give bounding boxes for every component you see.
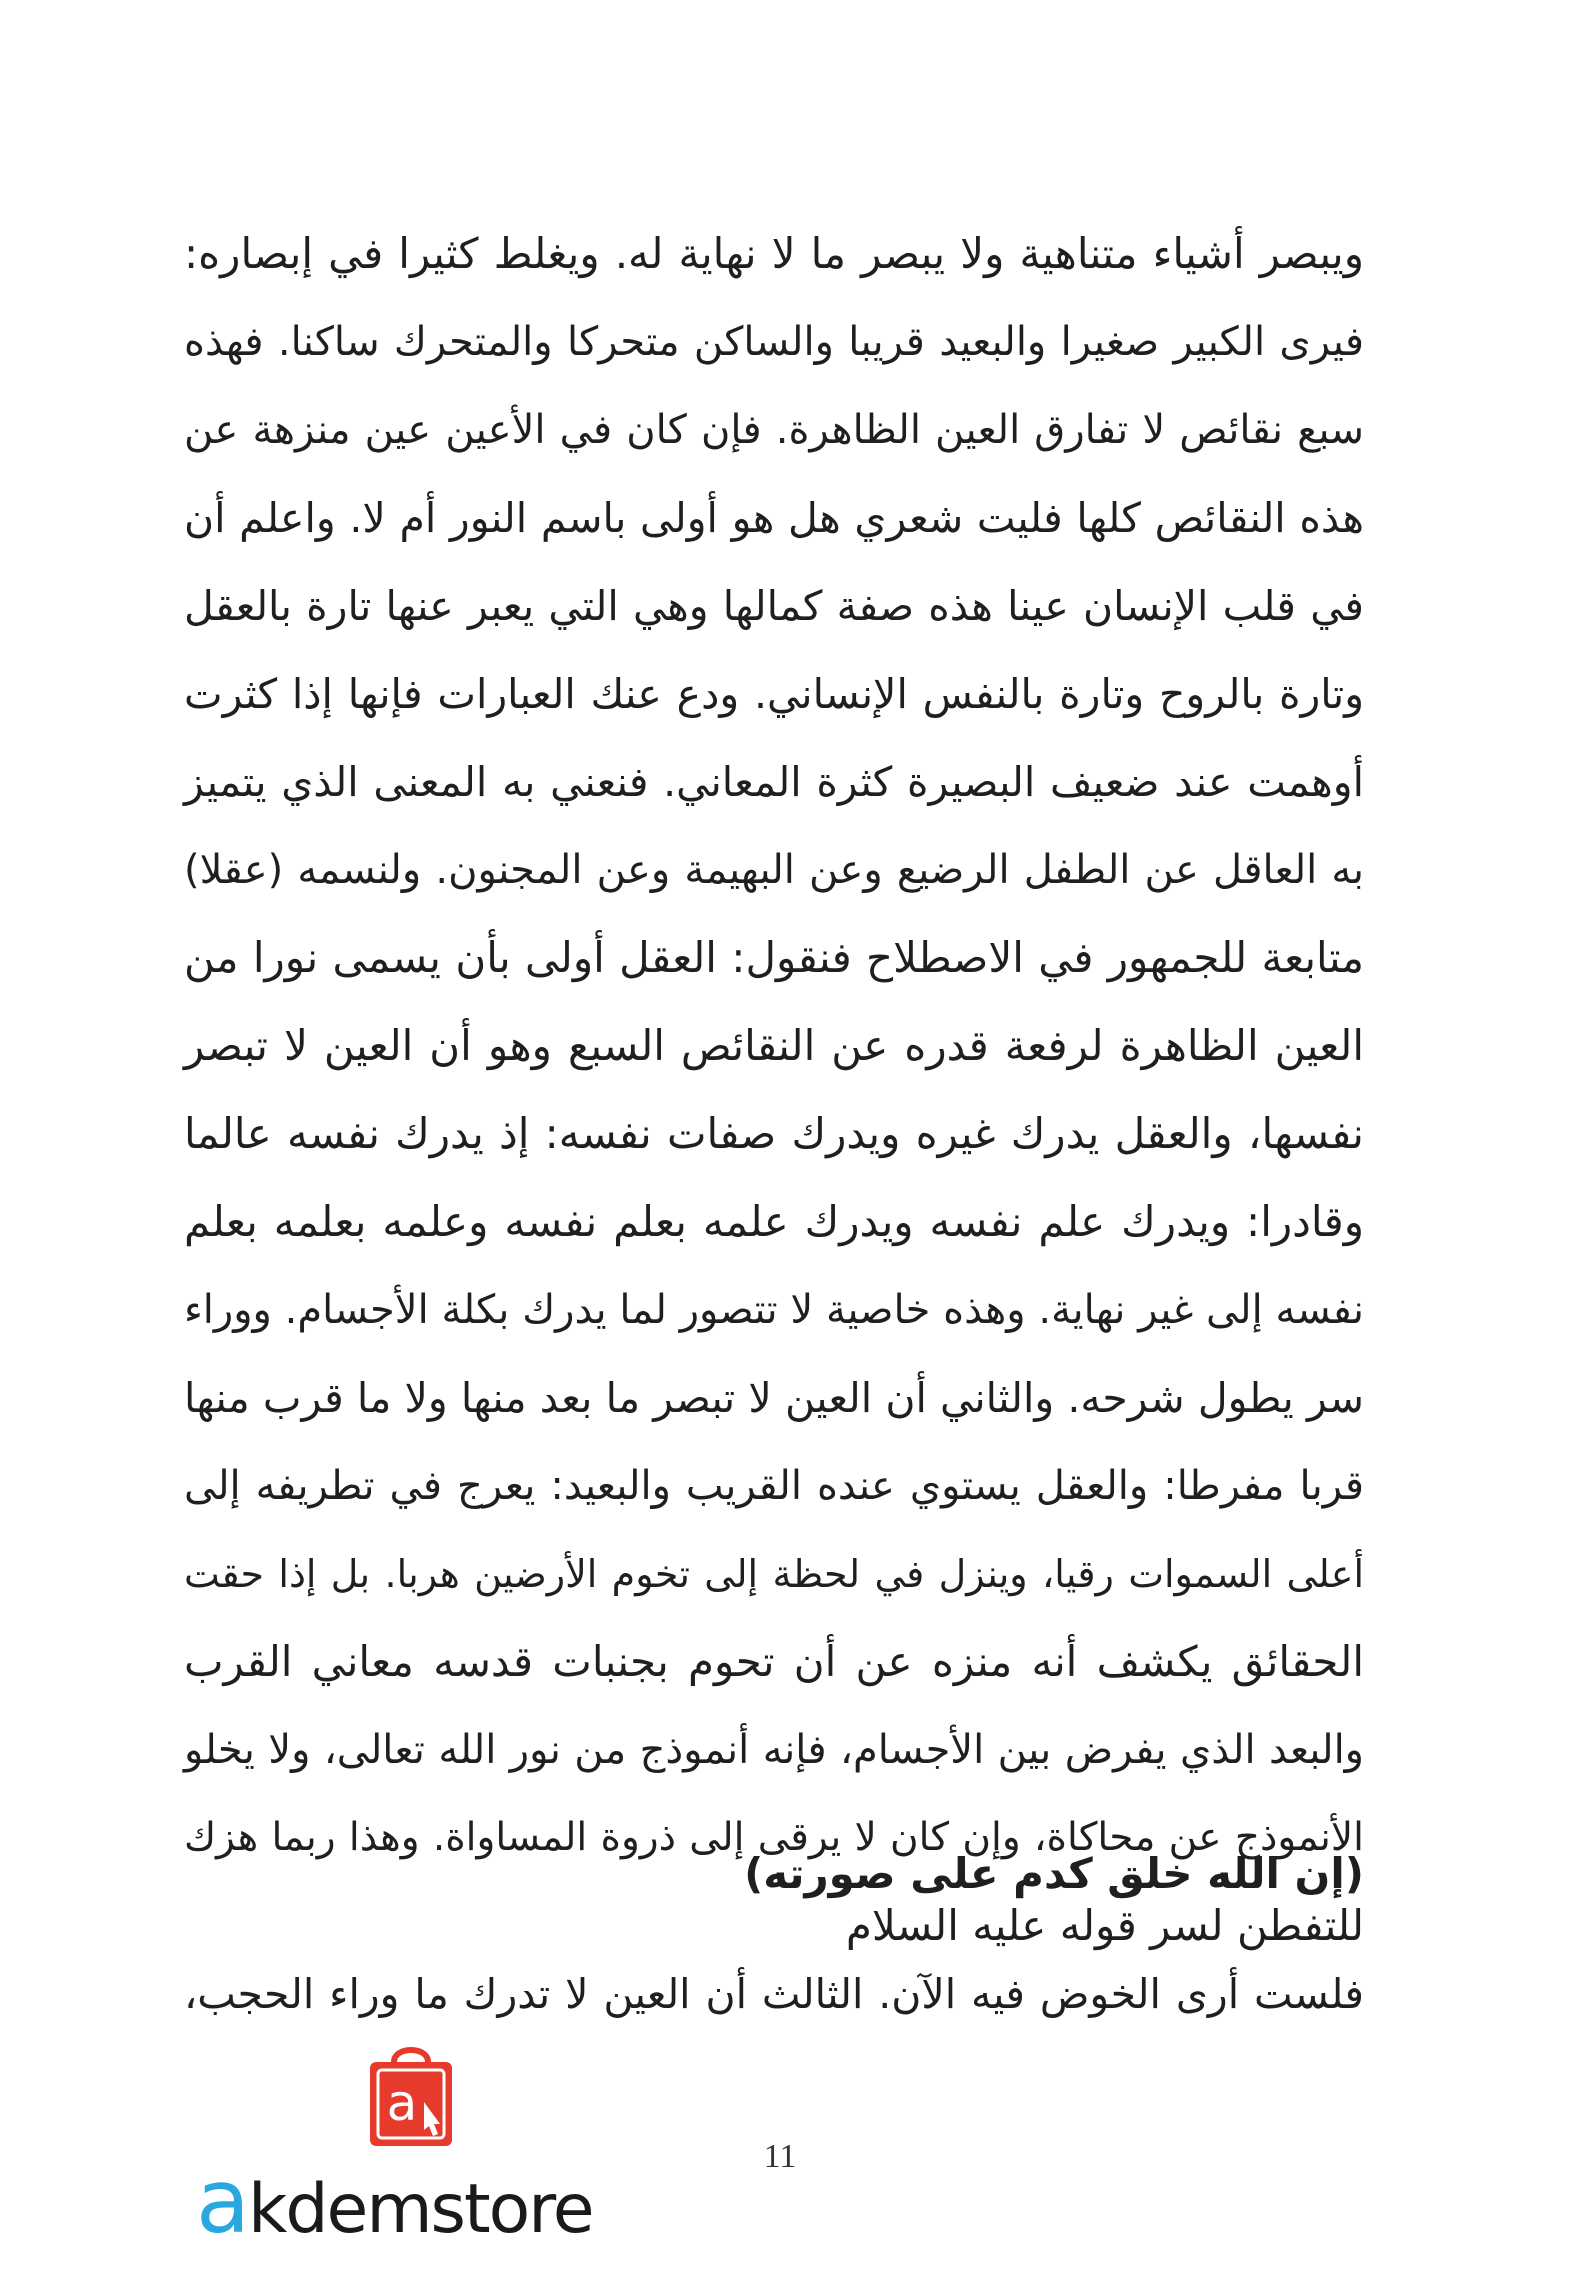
text-line: ويبصر أشياء متناهية ولا يبصر ما لا نهاية له. ويغلط كثيرا في إبصاره: xyxy=(184,229,1364,278)
continuation-paragraph xyxy=(184,1950,1364,2038)
text-line: وتارة بالروح وتارة بالنفس الإنساني. ودع عنك العبارات فإنها إذا كثرت xyxy=(184,670,1364,718)
store-watermark xyxy=(196,2040,636,2253)
text-line: به العاقل عن الطفل الرضيع وعن البهيمة وعن المجنون. ولنسمه (عقلا) xyxy=(184,847,1364,893)
text-line: الأنموذج عن محاكاة، وإن كان لا يرقى إلى ذروة المساواة. وهذا ربما هزك xyxy=(184,1815,1364,1860)
logo-letter: a xyxy=(386,2074,418,2132)
store-logo-text xyxy=(196,2150,593,2253)
text-line: هذه النقائص كلها فليت شعري هل هو أولى باسم النور أم لا. واعلم أن xyxy=(184,494,1364,542)
hadith-quote: (إن الله خلق كدم على صورته) xyxy=(744,1849,1364,1898)
shopping-bag-icon xyxy=(364,2040,458,2150)
text-line: في قلب الإنسان عينا هذه صفة كمالها وهي التي يعبر عنها تارة بالعقل xyxy=(184,582,1364,630)
text-line: والبعد الذي يفرض بين الأجسام، فإنه أنموذج من نور الله تعالى، ولا يخلو xyxy=(184,1727,1364,1773)
text-line: قربا مفرطا: والعقل يستوي عنده القريب والبعيد: يعرج في تطريفه إلى xyxy=(184,1463,1364,1509)
logo-wordmark: kdemstore xyxy=(247,2170,593,2249)
text-line-last: للتفطن لسر قوله عليه السلام xyxy=(845,1901,1364,1950)
main-paragraph xyxy=(184,210,1364,1970)
text-line: وقادرا: ويدرك علم نفسه ويدرك علمه بعلم نفسه وعلمه بعلمه بعلم xyxy=(184,1197,1364,1246)
text-line: نفسها، والعقل يدرك غيره ويدرك صفات نفسه: إذ يدرك نفسه عالما xyxy=(184,1109,1364,1158)
page-number: 11 xyxy=(763,2138,797,2175)
text-line: العين الظاهرة لرفعة قدره عن النقائص السبع وهو أن العين لا تبصر xyxy=(184,1021,1364,1070)
text-line: فيرى الكبير صغيرا والبعيد قريبا والساكن متحركا والمتحرك ساكنا. فهذه xyxy=(184,319,1364,365)
text-line: نفسه إلى غير نهاية. وهذه خاصية لا تتصور لما يدرك بكلة الأجسام. ووراء xyxy=(184,1287,1364,1333)
text-line: الحقائق يكشف أنه منزه عن أن تحوم بجنبات قدسه معاني القرب xyxy=(184,1637,1364,1686)
text-line: سبع نقائص لا تفارق العين الظاهرة. فإن كان في الأعين عين منزهة عن xyxy=(184,407,1364,453)
text-line: سر يطول شرحه. والثاني أن العين لا تبصر ما بعد منها ولا ما قرب منها xyxy=(184,1374,1364,1422)
text-line: متابعة للجمهور في الاصطلاح فنقول: العقل أولى بأن يسمى نورا من xyxy=(184,933,1364,982)
logo-accent-letter: a xyxy=(196,2150,248,2253)
text-line: أوهمت عند ضعيف البصيرة كثرة المعاني. فنعني به المعنى الذي يتميز xyxy=(184,758,1364,806)
text-line: فلست أرى الخوض فيه الآن. الثالث أن العين لا تدرك ما وراء الحجب، xyxy=(184,1970,1364,2018)
text-line: أعلى السموات رقيا، وينزل في لحظة إلى تخوم الأرضين هربا. بل إذا حقت xyxy=(184,1552,1364,1596)
